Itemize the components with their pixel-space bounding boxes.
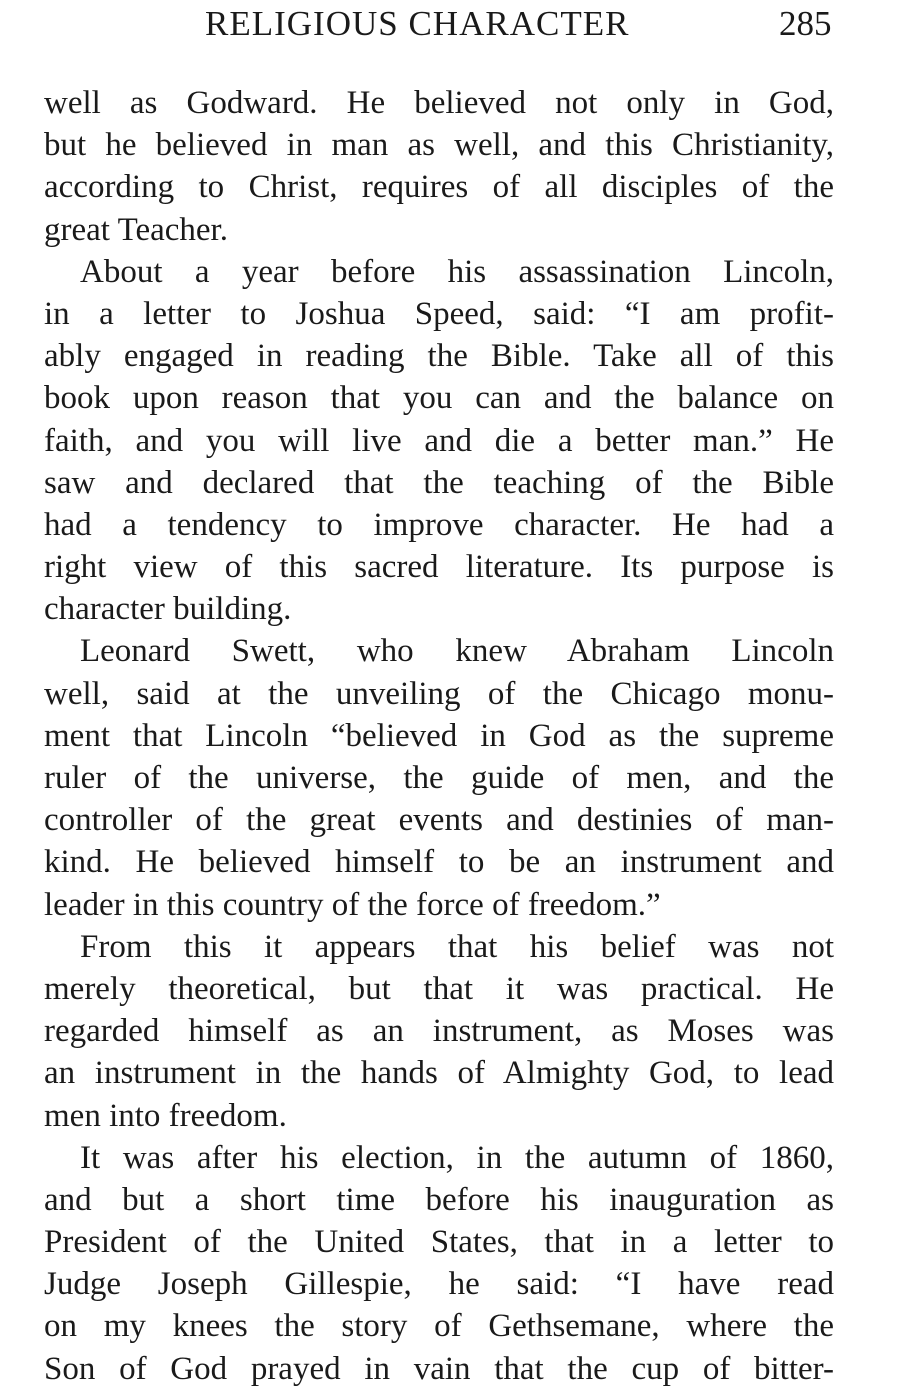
text-line: well, said at the unveiling of the Chicago monu- bbox=[44, 675, 834, 712]
text-line: well as Godward. He believed not only in God, bbox=[44, 85, 834, 121]
text-line: kind. He believed himself to be an instrument and bbox=[44, 844, 834, 881]
paragraph bbox=[44, 1137, 834, 1390]
page-number: 285 bbox=[779, 4, 832, 43]
text-line: great Teacher. bbox=[44, 211, 228, 248]
text-line: an instrument in the hands of Almighty God, to lead bbox=[44, 1055, 834, 1092]
text-line: merely theoretical, but that it was practical. He bbox=[44, 970, 834, 1007]
text-line: faith, and you will live and die a better man.” He bbox=[44, 422, 834, 459]
text-line: but he believed in man as well, and this Christianity, bbox=[44, 127, 834, 164]
text-line: book upon reason that you can and the balance on bbox=[44, 380, 834, 417]
text-line: character building. bbox=[44, 591, 292, 628]
body-text bbox=[44, 82, 834, 1390]
text-line: Son of God prayed in vain that the cup of bitter- bbox=[44, 1350, 834, 1387]
paragraph bbox=[44, 82, 834, 251]
text-line: ment that Lincoln “believed in God as the supreme bbox=[44, 717, 834, 754]
running-title: RELIGIOUS CHARACTER bbox=[205, 4, 630, 43]
text-line: on my knees the story of Gethsemane, where the bbox=[44, 1308, 834, 1345]
paragraph bbox=[44, 926, 834, 1137]
running-head bbox=[0, 2, 900, 50]
text-line: From this it appears that his belief was not bbox=[80, 928, 834, 965]
text-line: Leonard Swett, who knew Abraham Lincoln bbox=[80, 633, 834, 670]
text-line: right view of this sacred literature. Its purpose is bbox=[44, 549, 834, 586]
text-line: It was after his election, in the autumn of 1860, bbox=[80, 1139, 834, 1176]
text-line: ably engaged in reading the Bible. Take all of this bbox=[44, 338, 834, 375]
text-line: controller of the great events and destinies of man- bbox=[44, 802, 834, 839]
text-line: and but a short time before his inauguration as bbox=[44, 1181, 834, 1218]
text-line: About a year before his assassination Lincoln, bbox=[80, 253, 834, 290]
text-line: ruler of the universe, the guide of men, and the bbox=[44, 760, 834, 796]
text-line: leader in this country of the force of freedom.” bbox=[44, 886, 661, 923]
text-line: had a tendency to improve character. He had a bbox=[44, 506, 834, 543]
text-line: according to Christ, requires of all disciples of the bbox=[44, 169, 834, 206]
paragraph bbox=[44, 630, 834, 925]
paragraph bbox=[44, 251, 834, 631]
text-line: Judge Joseph Gillespie, he said: “I have read bbox=[44, 1266, 834, 1303]
text-line: saw and declared that the teaching of the Bible bbox=[44, 464, 834, 501]
text-line: President of the United States, that in a letter to bbox=[44, 1224, 834, 1261]
text-line: regarded himself as an instrument, as Moses was bbox=[44, 1013, 834, 1050]
text-line: in a letter to Joshua Speed, said: “I am profit- bbox=[44, 295, 834, 332]
text-line: men into freedom. bbox=[44, 1097, 287, 1134]
